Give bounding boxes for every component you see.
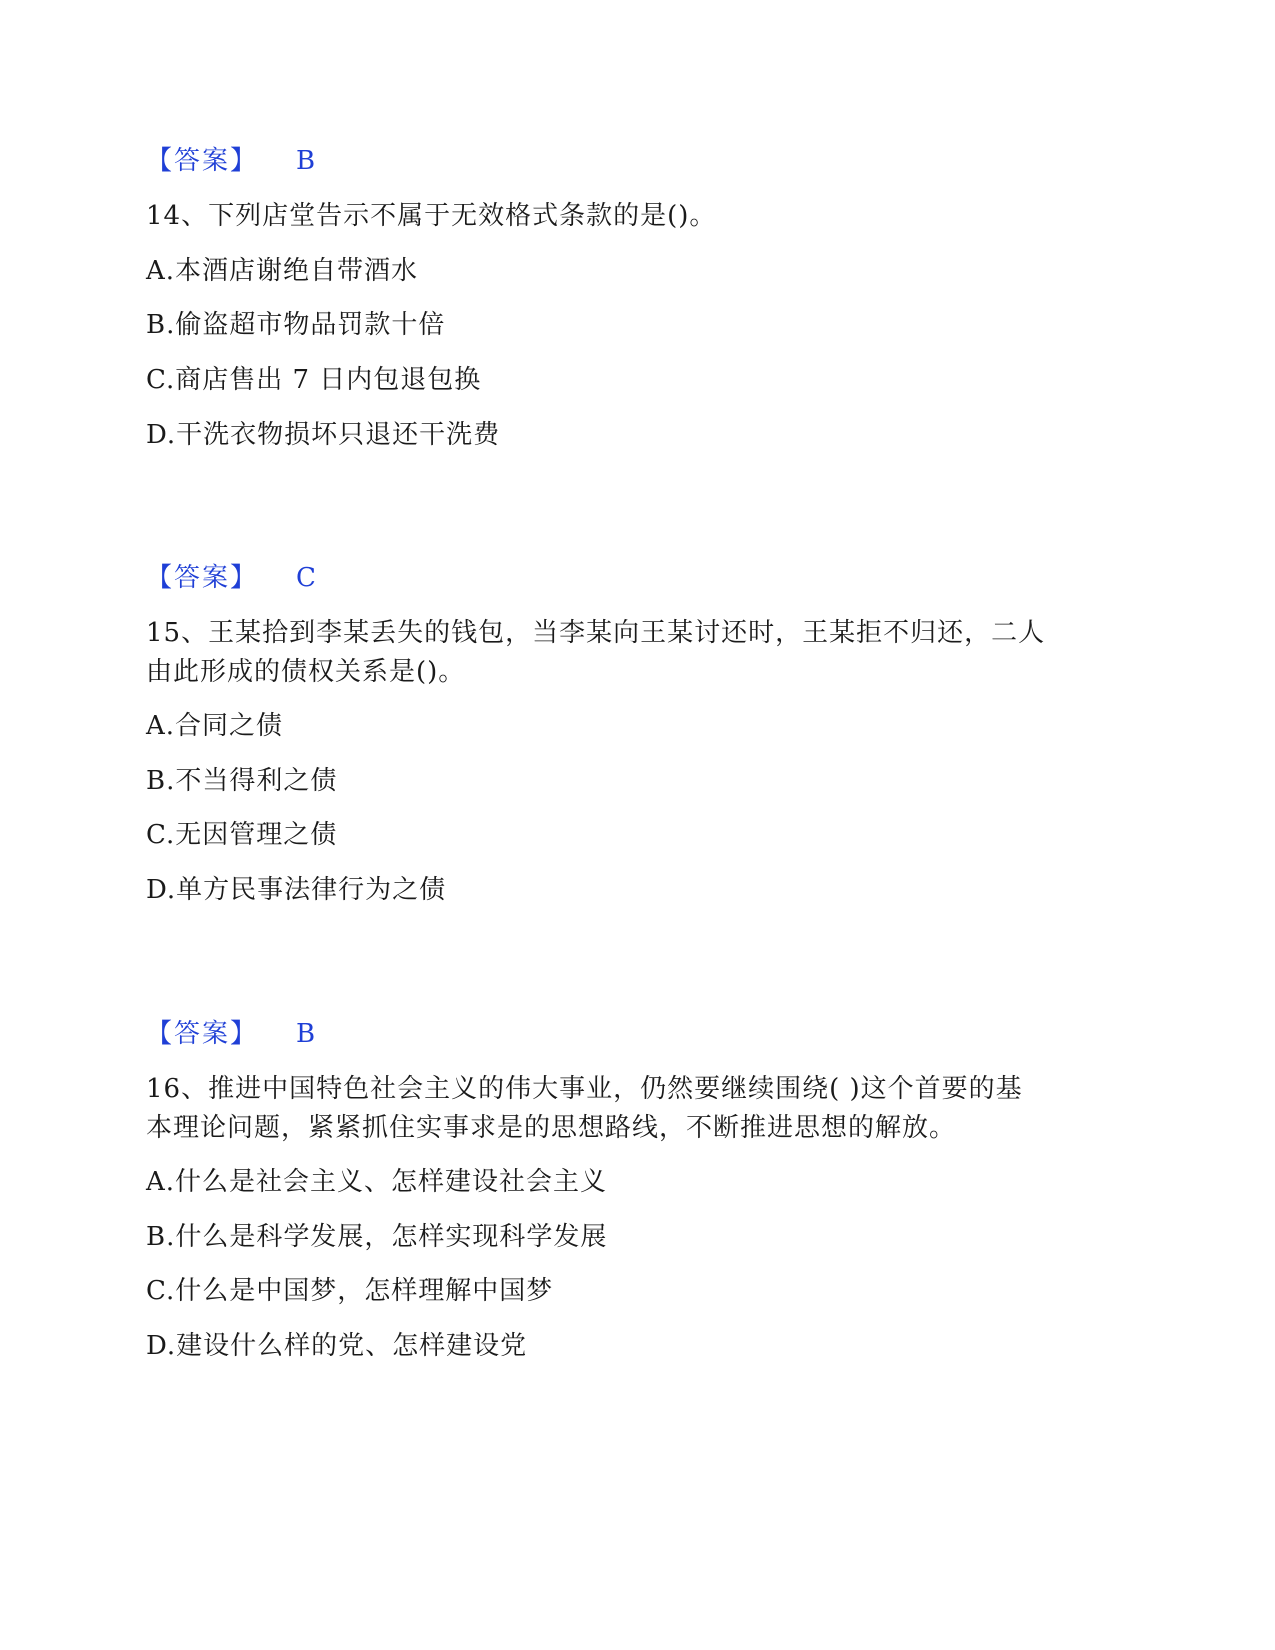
question-15-option-d: D.单方民事法律行为之债 — [146, 875, 447, 905]
answer-label: 【答案】 — [146, 563, 259, 593]
question-15-option-c: C.无因管理之债 — [146, 820, 338, 850]
answer-value: C — [296, 563, 317, 593]
question-14-option-b: B.偷盗超市物品罚款十倍 — [146, 310, 446, 340]
answer-label: 【答案】 — [146, 1019, 259, 1049]
question-16-option-a: A.什么是社会主义、怎样建设社会主义 — [146, 1167, 608, 1197]
question-16-stem-line-1: 16、推进中国特色社会主义的伟大事业，仍然要继续围绕( )这个首要的基 — [146, 1074, 1023, 1104]
answer-row — [146, 1017, 317, 1051]
question-15-stem-line-2: 由此形成的债权关系是()。 — [146, 657, 466, 687]
answer-row — [146, 561, 317, 595]
answer-value: B — [296, 146, 317, 176]
question-16-option-d: D.建设什么样的党、怎样建设党 — [146, 1331, 528, 1361]
question-14-stem: 14、下列店堂告示不属于无效格式条款的是()。 — [146, 201, 717, 231]
question-14-option-c: C.商店售出 7 日内包退包换 — [146, 365, 482, 395]
answer-value: B — [296, 1019, 317, 1049]
answer-row — [146, 144, 317, 178]
question-15-stem-line-1: 15、王某拾到李某丢失的钱包，当李某向王某讨还时，王某拒不归还，二人 — [146, 618, 1046, 648]
question-14-option-a: A.本酒店谢绝自带酒水 — [146, 256, 419, 286]
answer-label: 【答案】 — [146, 146, 259, 176]
question-15-option-b: B.不当得利之债 — [146, 766, 338, 796]
question-16-option-c: C.什么是中国梦，怎样理解中国梦 — [146, 1276, 554, 1306]
question-15-option-a: A.合同之债 — [146, 711, 284, 741]
question-14-option-d: D.干洗衣物损坏只退还干洗费 — [146, 420, 501, 450]
question-16-option-b: B.什么是科学发展，怎样实现科学发展 — [146, 1222, 608, 1252]
question-16-stem-line-2: 本理论问题，紧紧抓住实事求是的思想路线，不断推进思想的解放。 — [146, 1113, 957, 1143]
